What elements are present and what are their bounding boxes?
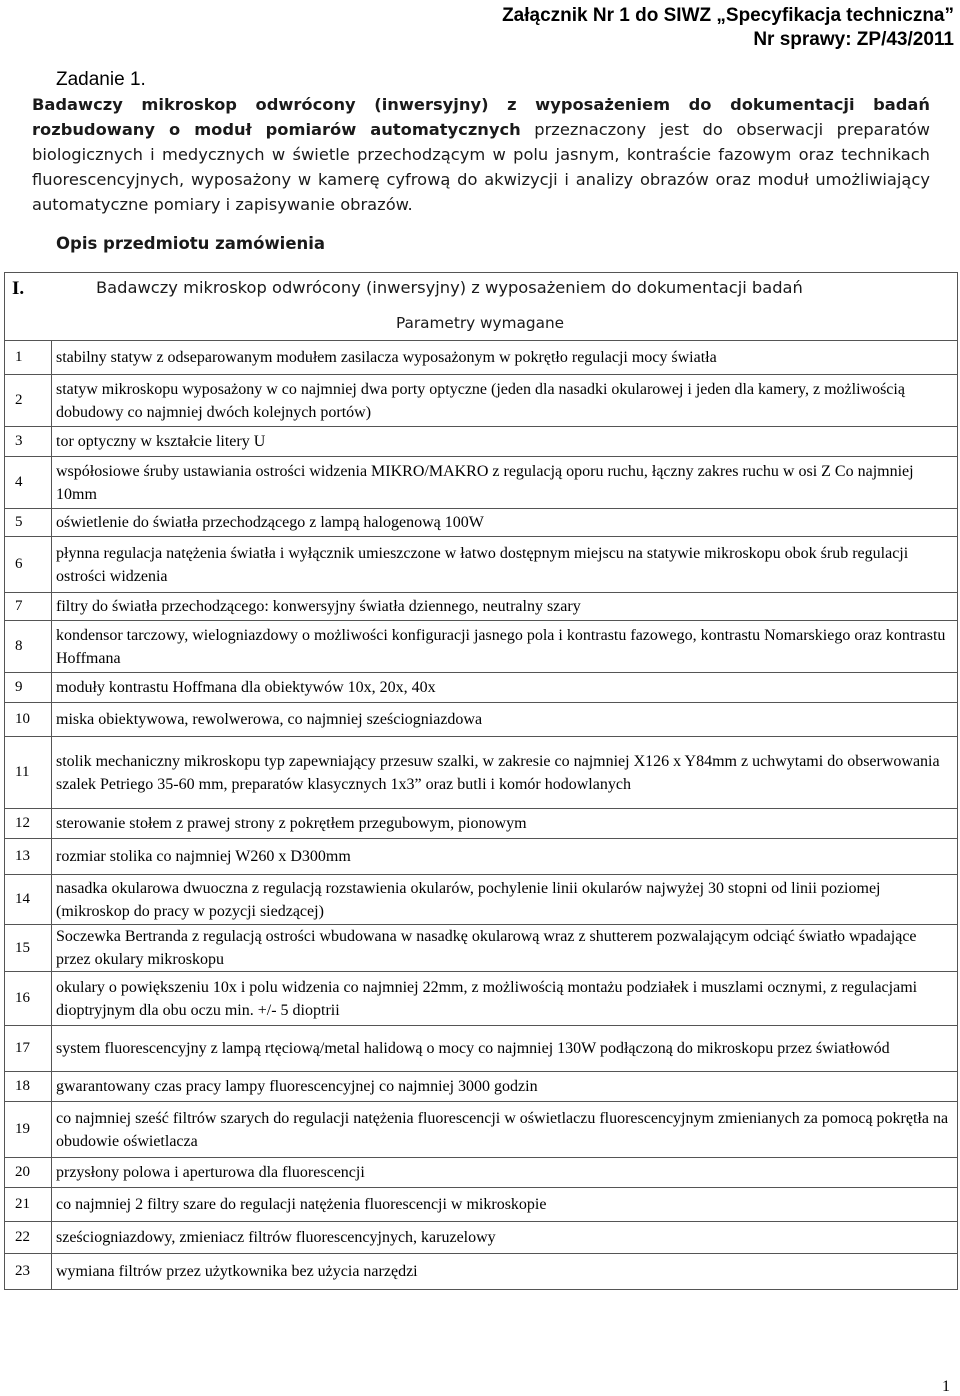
- table-row: [5, 1222, 958, 1254]
- table-row: [5, 593, 958, 621]
- row-number: 2: [5, 375, 52, 427]
- header-case-number: Nr sprawy: ZP/43/2011: [753, 29, 954, 50]
- row-text: rozmiar stolika co najmniej W260 x D300mm: [52, 839, 958, 875]
- section-header: [6, 276, 956, 316]
- intro-bold: Badawczy mikroskop odwrócony (inwersyjny) z wyposażeniem do dokumentacji badań rozbudowany o moduł pomiarów automatycznych: [32, 95, 930, 139]
- row-text: filtry do światła przechodzącego: konwersyjny światła dziennego, neutralny szary: [52, 593, 958, 621]
- table-row: [5, 341, 958, 375]
- opis-heading: Opis przedmiotu zamówienia: [56, 234, 326, 253]
- row-text: kondensor tarczowy, wielogniazdowy o możliwości konfiguracji jasnego pola i kontrastu fazowego, kontrastu Nomarskiego oraz kontrastu Hoffmana: [52, 621, 958, 673]
- row-text: stolik mechaniczny mikroskopu typ zapewniający przesuw szalki, w zakresie co najmniej X126 x Y84mm z uchwytami do obserwowania szalek Petriego 35-60 mm, preparatów klasycznych 1x3” oraz butli i komór hodowlanych: [52, 737, 958, 809]
- table-row: [5, 537, 958, 593]
- row-text: oświetlenie do światła przechodzącego z lampą halogenową 100W: [52, 509, 958, 537]
- table-row: [5, 673, 958, 703]
- spec-table: [4, 340, 958, 1290]
- row-number: 3: [5, 427, 52, 457]
- row-number: 19: [5, 1102, 52, 1158]
- row-number: 11: [5, 737, 52, 809]
- table-row: [5, 809, 958, 839]
- table-row: [5, 509, 958, 537]
- row-text: miska obiektywowa, rewolwerowa, co najmniej sześciogniazdowa: [52, 703, 958, 737]
- row-text: tor optyczny w kształcie litery U: [52, 427, 958, 457]
- row-text: sześciogniazdowy, zmieniacz filtrów fluorescencyjnych, karuzelowy: [52, 1222, 958, 1254]
- row-number: 14: [5, 875, 52, 925]
- row-text: wymiana filtrów przez użytkownika bez użycia narzędzi: [52, 1254, 958, 1290]
- row-number: 8: [5, 621, 52, 673]
- table-row: [5, 703, 958, 737]
- table-row: [5, 1254, 958, 1290]
- intro-rest: przeznaczony jest do obserwacji preparatów biologicznych i medycznych w świetle przechodzącym w polu jasnym, kontraście fazowym oraz technikach fluorescencyjnych, wyposażony w kamerę cyfrową do akwizycji i analizy obrazów oraz moduł umożliwiający automatyczne pomiary i zapisywanie obrazów.: [32, 120, 930, 214]
- table-row: [5, 1026, 958, 1072]
- row-text: przysłony polowa i aperturowa dla fluorescencji: [52, 1158, 958, 1188]
- table-row: [5, 457, 958, 509]
- row-text: nasadka okularowa dwuoczna z regulacją rozstawienia okularów, pochylenie linii okularów najwyżej 30 stopni od linii poziomej (mikroskop do pracy w pozycji siedzącej): [52, 875, 958, 925]
- table-row: [5, 737, 958, 809]
- table-row: [5, 972, 958, 1026]
- row-number: 10: [5, 703, 52, 737]
- row-number: 21: [5, 1188, 52, 1222]
- section-number: I.: [12, 278, 25, 299]
- table-row: [5, 925, 958, 972]
- row-number: 7: [5, 593, 52, 621]
- task-label: Zadanie 1.: [56, 69, 146, 90]
- table-row: [5, 1102, 958, 1158]
- row-number: 4: [5, 457, 52, 509]
- row-text: stabilny statyw z odseparowanym modułem zasilacza wyposażonym w pokrętło regulacji mocy światła: [52, 341, 958, 375]
- row-number: 20: [5, 1158, 52, 1188]
- table-row: [5, 839, 958, 875]
- row-text: sterowanie stołem z prawej strony z pokrętłem przegubowym, pionowym: [52, 809, 958, 839]
- table-row: [5, 1188, 958, 1222]
- table-row: [5, 621, 958, 673]
- row-text: gwarantowany czas pracy lampy fluorescencyjnej co najmniej 3000 godzin: [52, 1072, 958, 1102]
- table-row: [5, 375, 958, 427]
- row-text: Soczewka Bertranda z regulacją ostrości wbudowana w nasadkę okularową wraz z shutterem pozwalającym odciąć światło wpadające przez okulary mikroskopu: [52, 925, 958, 972]
- row-number: 6: [5, 537, 52, 593]
- row-number: 9: [5, 673, 52, 703]
- row-number: 22: [5, 1222, 52, 1254]
- row-text: współosiowe śruby ustawiania ostrości widzenia MIKRO/MAKRO z regulacją oporu ruchu, łączny zakres ruchu w osi Z Co najmniej 10mm: [52, 457, 958, 509]
- row-number: 1: [5, 341, 52, 375]
- intro-paragraph: [32, 92, 930, 217]
- row-text: okulary o powiększeniu 10x i polu widzenia co najmniej 22mm, z możliwością montażu podziałek i muszlami ocznymi, z regulacjami dioptryjnym dla obu oczu min. +/- 5 dioptrii: [52, 972, 958, 1026]
- row-number: 23: [5, 1254, 52, 1290]
- row-text: płynna regulacja natężenia światła i wyłącznik umieszczone w łatwo dostępnym miejscu na statywie mikroskopu obok śrub regulacji ostrości widzenia: [52, 537, 958, 593]
- row-number: 12: [5, 809, 52, 839]
- table-row: [5, 875, 958, 925]
- param-header: Parametry wymagane: [395, 314, 565, 332]
- page-number: 1: [942, 1378, 950, 1395]
- row-number: 15: [5, 925, 52, 972]
- row-text: co najmniej 2 filtry szare do regulacji natężenia fluorescencji w mikroskopie: [52, 1188, 958, 1222]
- row-number: 16: [5, 972, 52, 1026]
- row-text: system fluorescencyjny z lampą rtęciową/metal halidową o mocy co najmniej 130W podłączoną do mikroskopu przez światłowód: [52, 1026, 958, 1072]
- row-text: co najmniej sześć filtrów szarych do regulacji natężenia fluorescencji w oświetlaczu fluorescencyjnym zmienianych za pomocą pokrętła na obudowie oświetlacza: [52, 1102, 958, 1158]
- row-text: moduły kontrastu Hoffmana dla obiektywów 10x, 20x, 40x: [52, 673, 958, 703]
- table-row: [5, 1158, 958, 1188]
- section-title: Badawczy mikroskop odwrócony (inwersyjny) z wyposażeniem do dokumentacji badań: [96, 278, 803, 297]
- header-attachment-title: Załącznik Nr 1 do SIWZ „Specyfikacja techniczna”: [502, 5, 954, 26]
- row-text: statyw mikroskopu wyposażony w co najmniej dwa porty optyczne (jeden dla nasadki okularowej i jeden dla kamery, z możliwością dobudowy co najmniej dwóch kolejnych portów): [52, 375, 958, 427]
- row-number: 18: [5, 1072, 52, 1102]
- table-row: [5, 1072, 958, 1102]
- table-row: [5, 427, 958, 457]
- row-number: 17: [5, 1026, 52, 1072]
- row-number: 5: [5, 509, 52, 537]
- row-number: 13: [5, 839, 52, 875]
